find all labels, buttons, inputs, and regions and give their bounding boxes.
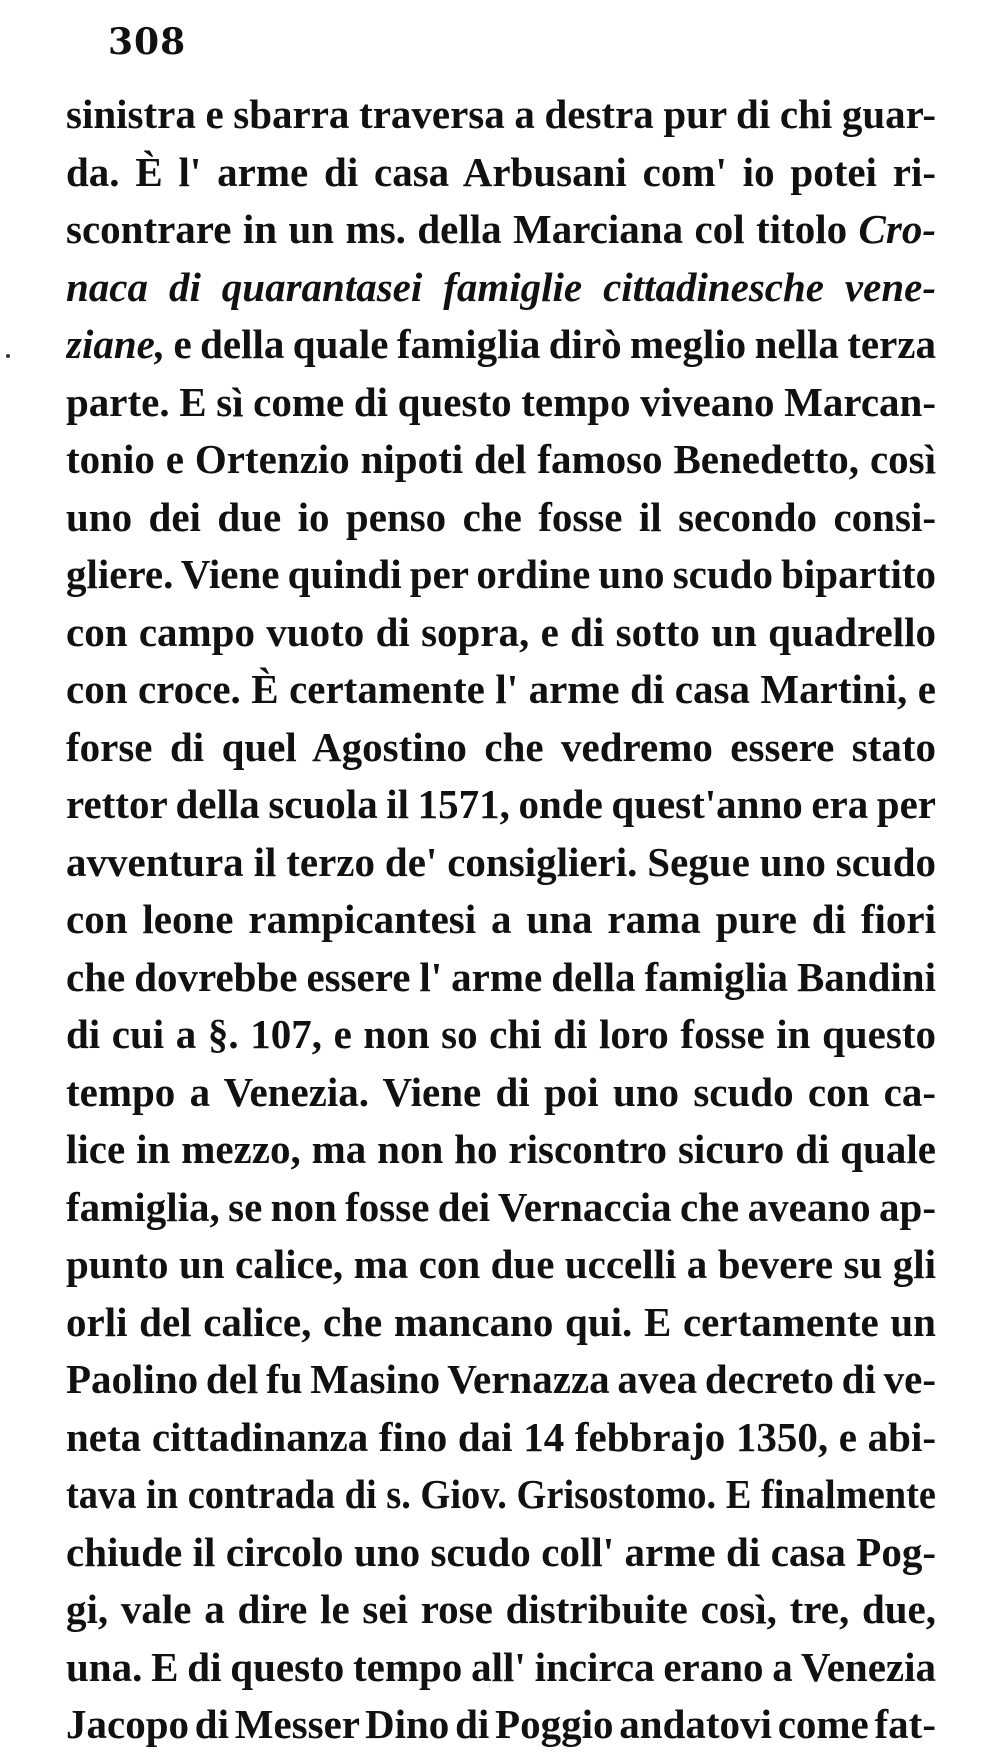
text-line bbox=[66, 1581, 936, 1639]
text-segment: rettor della scuola il 1571, onde quest'anno era per bbox=[66, 781, 936, 827]
text-segment: di cui a §. 107, e non so chi di loro fosse in questo bbox=[66, 1011, 936, 1057]
text-line bbox=[66, 891, 936, 949]
text-line bbox=[66, 1179, 936, 1237]
print-speck bbox=[6, 354, 10, 358]
text-segment: tempo a Venezia. Viene di poi uno scudo con ca- bbox=[66, 1068, 936, 1115]
text-segment: scontrare in un ms. della Marciana col titolo bbox=[66, 206, 859, 252]
text-segment: forse di quel Agostino che vedremo essere stato bbox=[66, 723, 936, 770]
text-line bbox=[66, 834, 936, 892]
italic-text: ziane, bbox=[66, 321, 166, 367]
text-segment: una. E di questo tempo all' incirca erano a Venezia bbox=[66, 1643, 936, 1690]
text-line bbox=[66, 259, 936, 317]
text-segment: famiglia, se non fosse dei Vernaccia che aveano ap- bbox=[66, 1183, 936, 1230]
text-line bbox=[66, 1466, 936, 1524]
text-segment: punto un calice, ma con due uccelli a bevere su gli bbox=[66, 1241, 936, 1287]
text-line bbox=[66, 1064, 936, 1122]
text-line bbox=[66, 1639, 936, 1697]
italic-text: Cro- bbox=[858, 206, 936, 252]
text-segment: uno dei due io penso che fosse il secondo consi- bbox=[66, 493, 936, 540]
text-line bbox=[66, 489, 936, 547]
text-line bbox=[66, 1524, 936, 1582]
text-segment: avventura il terzo de' consiglieri. Segue uno scudo bbox=[66, 838, 936, 885]
text-line bbox=[66, 1006, 936, 1064]
text-line bbox=[66, 431, 936, 489]
text-line bbox=[66, 604, 936, 662]
text-segment: sinistra e sbarra traversa a destra pur di chi guar- bbox=[66, 91, 936, 137]
text-segment: chiude il circolo uno scudo coll' arme di casa Pog- bbox=[66, 1528, 936, 1575]
text-line bbox=[66, 661, 936, 719]
text-line bbox=[66, 1294, 936, 1352]
text-line bbox=[66, 719, 936, 777]
text-segment: orli del calice, che mancano qui. E certamente un bbox=[66, 1298, 936, 1345]
text-line bbox=[66, 1409, 936, 1467]
text-segment: gi, vale a dire le sei rose distribuite così, tre, due, bbox=[66, 1586, 936, 1632]
text-segment: gliere. Viene quindi per ordine uno scudo bipartito bbox=[66, 551, 936, 597]
text-segment: tava in contrada di s. Giov. Grisostomo. E finalmente bbox=[66, 1471, 936, 1517]
text-line bbox=[66, 201, 936, 259]
text-line bbox=[66, 1121, 936, 1179]
text-line bbox=[66, 546, 936, 604]
text-segment: e della quale famiglia dirò meglio nella terza bbox=[165, 321, 936, 367]
body-text bbox=[66, 86, 936, 1754]
italic-text: naca di quarantasei famiglie cittadinesche vene- bbox=[66, 263, 936, 310]
text-line bbox=[66, 316, 936, 374]
text-line bbox=[66, 144, 936, 202]
text-line bbox=[66, 1696, 936, 1754]
text-segment: neta cittadinanza fino dai 14 febbrajo 1350, e abi- bbox=[66, 1413, 936, 1460]
text-segment: con croce. È certamente l' arme di casa Martini, e bbox=[66, 666, 936, 712]
text-segment: che dovrebbe essere l' arme della famiglia Bandini bbox=[66, 953, 936, 1000]
text-segment: lice in mezzo, ma non ho riscontro sicuro di quale bbox=[66, 1126, 936, 1172]
text-line bbox=[66, 374, 936, 432]
page-number: 308 bbox=[108, 21, 187, 63]
text-segment: Jacopo di Messer Dino di Poggio andatovi come fat- bbox=[66, 1701, 936, 1747]
text-segment: da. È l' arme di casa Arbusani com' io potei ri- bbox=[66, 148, 936, 195]
text-segment: parte. E sì come di questo tempo viveano Marcan- bbox=[66, 378, 936, 425]
text-line bbox=[66, 86, 936, 144]
text-segment: Paolino del fu Masino Vernazza avea decreto di ve- bbox=[66, 1356, 936, 1402]
text-segment: tonio e Ortenzio nipoti del famoso Benedetto, così bbox=[66, 436, 936, 482]
text-line bbox=[66, 1351, 936, 1409]
text-segment: con leone rampicantesi a una rama pure di fiori bbox=[66, 896, 936, 942]
text-line bbox=[66, 949, 936, 1007]
text-line bbox=[66, 776, 936, 834]
text-segment: con campo vuoto di sopra, e di sotto un quadrello bbox=[66, 608, 936, 655]
text-line bbox=[66, 1236, 936, 1294]
